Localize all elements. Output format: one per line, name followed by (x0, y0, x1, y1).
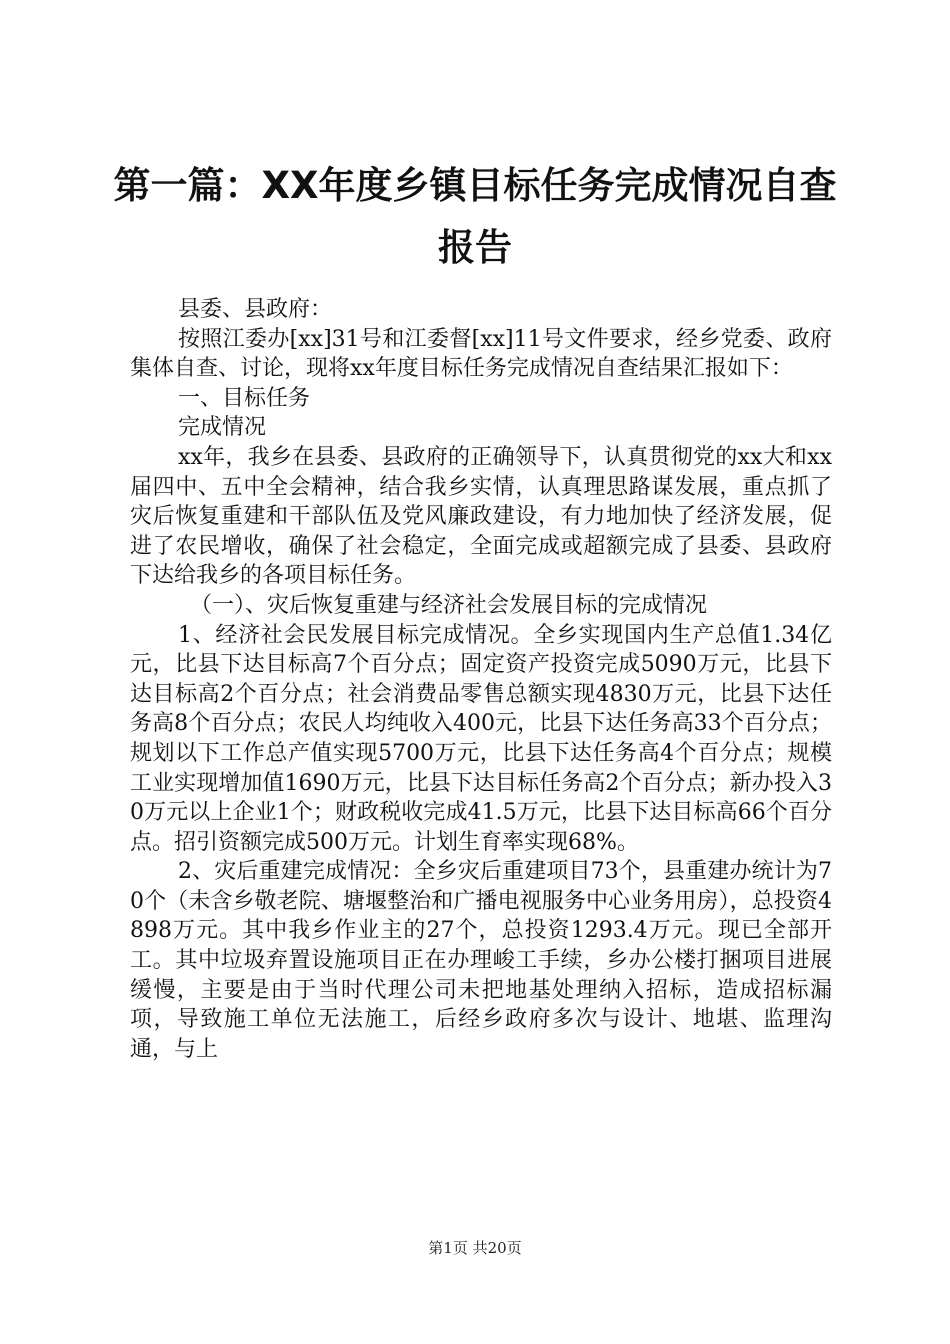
document-body (130, 295, 832, 1064)
intro-paragraph: 按照江委办[xx]31号和江委督[xx]11号文件要求，经乡党委、政府集体自查、讨论，现将xx年度目标任务完成情况自查结果汇报如下： (130, 326, 832, 382)
reconstruction-paragraph: 2、灾后重建完成情况：全乡灾后重建项目73个，县重建办统计为70个（未含乡敬老院、塘堰整治和广播电视服务中心业务用房），总投资4898万元。其中我乡作业主的27个，总投资1293.4万元。现已全部开工。其中垃圾弃置设施项目正在办理峻工手续，乡办公楼打捆项目进展缓慢，主要是由于当时代理公司未把地基处理纳入招标，造成招标漏项，导致施工单位无法施工，后经乡政府多次与设计、地堪、监理沟通，与上 (130, 859, 832, 1062)
page-footer: 第1页 共20页 (428, 1239, 522, 1257)
salutation: 县委、县政府： (178, 297, 333, 322)
subsection-heading: 完成情况 (178, 415, 267, 441)
document-title: 第一篇：XX年度乡镇目标任务完成情况自查报告 (113, 164, 837, 269)
economic-paragraph: 1、经济社会民发展目标完成情况。全乡实现国内生产总值1.34亿元，比县下达目标高7个百分点；固定资产投资完成5090万元，比县下达目标高2个百分点；社会消费品零售总额实现4830万元，比县下达任务高8个百分点；农民人均纯收入400元，比县下达任务高33个百分点；规划以下工作总产值实现5700万元，比县下达任务高4个百分点；规模工业实现增加值1690万元，比县下达目标任务高2个百分点；新办投入30万元以上企业1个；财政税收完成41.5万元，比县下达目标高66个百分点。招引资额完成500万元。计划生育率实现68%。 (130, 622, 832, 855)
subsection-title: （一）、灾后恢复重建与经济社会发展目标的完成情况 (190, 592, 708, 618)
summary-paragraph: xx年，我乡在县委、县政府的正确领导下，认真贯彻党的xx大和xx届四中、五中全会精神，结合我乡实情，认真理思路谋发展，重点抓了灾后恢复重建和干部队伍及党风廉政建设，有力地加快了经济发展，促进了农民增收，确保了社会稳定，全面完成或超额完成了县委、县政府下达给我乡的各项目标任务。 (130, 444, 832, 589)
section-heading: 一、目标任务 (178, 385, 311, 411)
